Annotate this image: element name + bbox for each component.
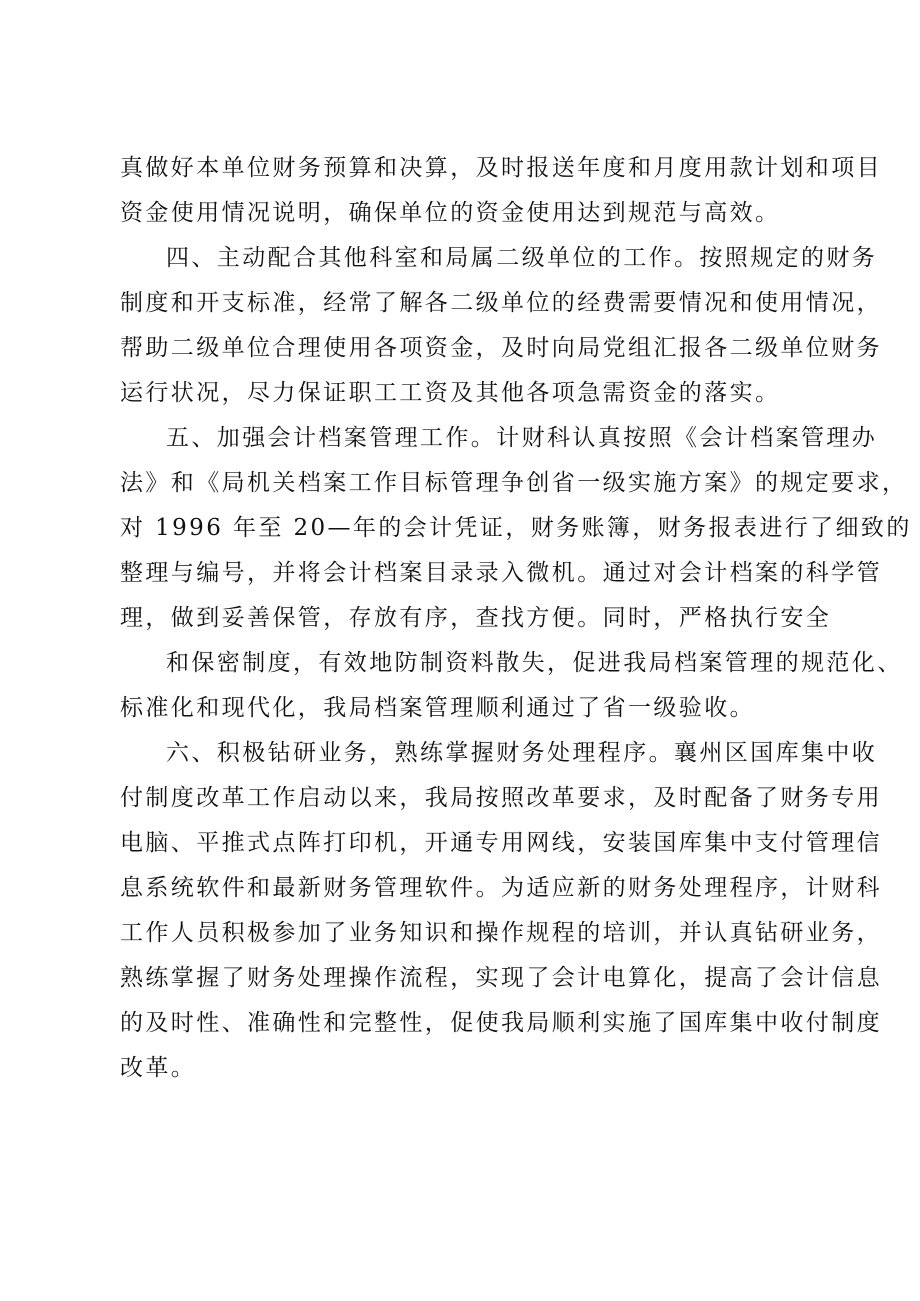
paragraph-4-start: 四、主动配合其他科室和局属二级单位的工作。按照规定的财务 — [166, 245, 878, 271]
text-line: 付制度改革工作启动以来，我局按照改革要求，及时配备了财务专用 — [120, 785, 882, 811]
text-line: 理，做到妥善保管，存放有序，查找方便。同时，严格执行安全 — [120, 605, 832, 631]
text-line: 制度和开支标准，经常了解各二级单位的经费需要情况和使用情况， — [120, 290, 882, 316]
text-line: 和保密制度，有效地防制资料散失，促进我局档案管理的规范化、 — [166, 650, 903, 676]
text-line: 息系统软件和最新财务管理软件。为适应新的财务处理程序，计财科 — [120, 875, 882, 901]
text-line: 工作人员积极参加了业务知识和操作规程的培训，并认真钻研业务， — [120, 920, 882, 946]
text-line: 对 1996 年至 20—年的会计凭证，财务账簿，财务报表进行了细致的 — [120, 515, 912, 541]
text-line: 整理与编号，并将会计档案目录录入微机。通过对会计档案的科学管 — [120, 560, 882, 586]
text-line: 改革。 — [120, 1055, 197, 1081]
text-line: 真做好本单位财务预算和决算，及时报送年度和月度用款计划和项目 — [120, 155, 882, 181]
text-line: 电脑、平推式点阵打印机，开通专用网线，安装国库集中支付管理信 — [120, 830, 882, 856]
text-line: 资金使用情况说明，确保单位的资金使用达到规范与高效。 — [120, 200, 781, 226]
paragraph-6-start: 六、积极钻研业务，熟练掌握财务处理程序。襄州区国库集中收 — [166, 740, 878, 766]
paragraph-5-start: 五、加强会计档案管理工作。计财科认真按照《会计档案管理办 — [166, 425, 878, 451]
text-line: 的及时性、准确性和完整性，促使我局顺利实施了国库集中收付制度 — [120, 1010, 882, 1036]
text-line: 标准化和现代化，我局档案管理顺利通过了省一级验收。 — [120, 695, 755, 721]
text-line: 帮助二级单位合理使用各项资金，及时向局党组汇报各二级单位财务 — [120, 335, 882, 361]
text-line: 熟练掌握了财务处理操作流程，实现了会计电算化，提高了会计信息 — [120, 965, 882, 991]
text-line: 法》和《局机关档案工作目标管理争创省一级实施方案》的规定要求， — [120, 470, 908, 496]
text-line: 运行状况，尽力保证职工工资及其他各项急需资金的落实。 — [120, 380, 781, 406]
